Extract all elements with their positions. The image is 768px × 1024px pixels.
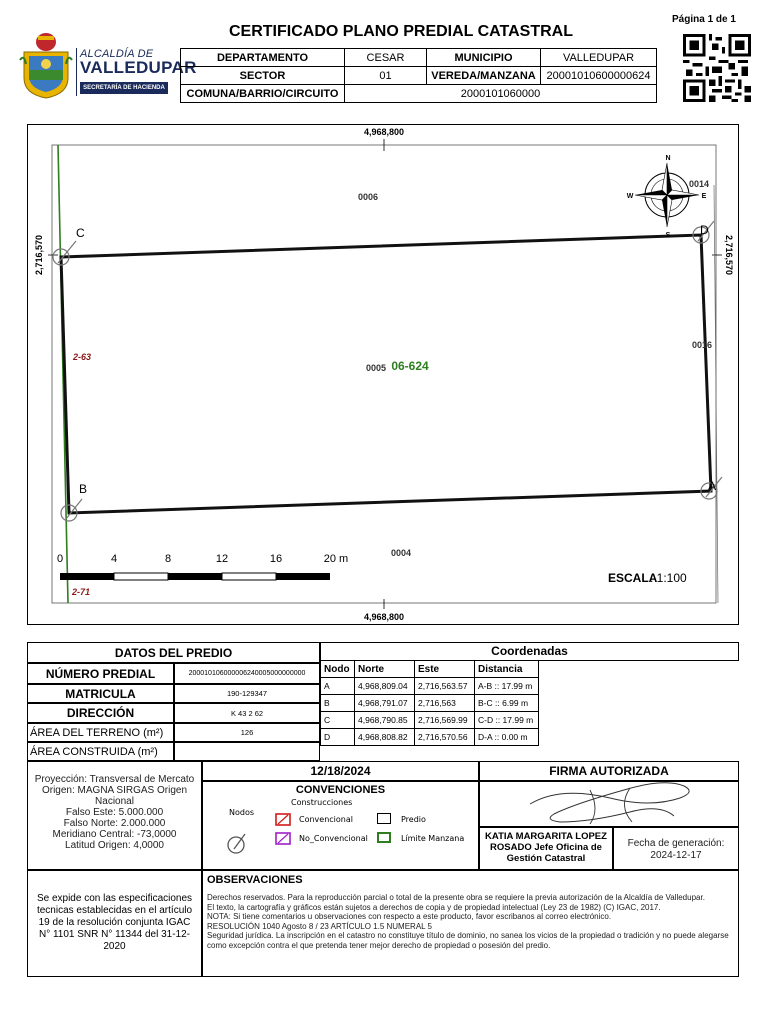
coord-header-distancia: Distancia	[475, 661, 539, 678]
matricula-value: 190-129347	[174, 684, 320, 703]
expide-text: Se expide con las especificaciones tecnicas establecidas en el artículo 19 de la resolución conjunta IGAC N° 1101 SNR N° 11344 del 31-12-2020	[27, 870, 202, 977]
coord-cell: 4,968,808.82	[355, 729, 415, 746]
numero-predial-value: 200010106000006240005000000000	[174, 663, 320, 684]
sector-label: SECTOR	[181, 67, 345, 85]
compass-w-label: W	[626, 193, 634, 200]
qr-code-icon	[683, 34, 751, 102]
no-convencional-label: No_Convencional	[299, 834, 368, 843]
area-terreno-label: ÁREA DEL TERRENO (m²)	[27, 723, 174, 742]
scale-label: ESCALA	[608, 571, 658, 585]
firma-nombre: KATIA MARGARITA LOPEZ ROSADO Jefe Oficina de Gestión Catastral	[479, 827, 613, 870]
coord-cell: 2,716,569.99	[415, 712, 475, 729]
node-symbol-icon	[225, 830, 249, 856]
proyeccion-line: Falso Este: 5.000.000	[65, 807, 164, 818]
red-label-lower: 2-71	[71, 587, 91, 597]
vereda-label: VEREDA/MANZANA	[427, 67, 541, 85]
coord-cell: D-A :: 0.00 m	[475, 729, 539, 746]
neighbor-east-code: 0016	[691, 340, 713, 350]
signature-image	[480, 782, 738, 826]
direccion-value: K 43 2 62	[174, 703, 320, 723]
neighbor-south-code: 0004	[390, 548, 412, 558]
vertex-node-b-icon	[61, 499, 82, 521]
convencional-swatch-icon	[275, 813, 291, 826]
scale-tick-16: 16	[269, 553, 283, 565]
coord-cell: A	[321, 678, 355, 695]
limite-manzana-swatch-icon	[377, 832, 391, 843]
firma-title: FIRMA AUTORIZADA	[479, 761, 739, 781]
map-coord-bottom: 4,968,800	[363, 612, 405, 622]
proyeccion-line: Meridiano Central: -73,0000	[52, 829, 177, 840]
parcel-polygon	[61, 235, 711, 513]
scale-tick-8: 8	[164, 553, 172, 565]
parcel-id: 06-624	[391, 359, 429, 373]
map-frame	[27, 124, 739, 625]
coord-cell: B	[321, 695, 355, 712]
map-coord-right: 2,716,570	[724, 234, 734, 276]
scale-tick-4: 4	[110, 553, 118, 565]
signature-area	[479, 781, 739, 827]
fecha-generacion-block	[613, 827, 739, 870]
vertex-label-a: A	[708, 479, 717, 493]
departamento-value: CESAR	[345, 49, 427, 67]
compass-e-label: E	[701, 193, 707, 200]
compass-rose-icon	[635, 163, 699, 227]
coord-cell: C-D :: 17.99 m	[475, 712, 539, 729]
coord-cell: C	[321, 712, 355, 729]
coat-of-arms-icon	[18, 30, 74, 100]
area-construida-label: ÁREA CONSTRUIDA (m²)	[27, 742, 174, 761]
coord-header-nodo: Nodo	[321, 661, 355, 678]
coord-header-este: Este	[415, 661, 475, 678]
scale-tick-0: 0	[56, 553, 64, 565]
comuna-value: 2000101060000	[345, 85, 657, 103]
direccion-label: DIRECCIÓN	[27, 703, 174, 723]
departamento-label: DEPARTAMENTO	[181, 49, 345, 67]
matricula-label: MATRICULA	[27, 684, 174, 703]
vereda-value: 20001010600000624	[541, 67, 657, 85]
municipio-value: VALLEDUPAR	[541, 49, 657, 67]
predio-swatch-icon	[377, 813, 391, 824]
coord-header-norte: Norte	[355, 661, 415, 678]
header-info-table	[180, 48, 657, 103]
scale-tick-20: 20 m	[323, 553, 349, 565]
fecha-generacion-value: 2024-12-17	[650, 850, 702, 861]
table-row	[321, 695, 539, 712]
coord-cell: 4,968,809.04	[355, 678, 415, 695]
municipio-label: MUNICIPIO	[427, 49, 541, 67]
table-row	[321, 729, 539, 746]
no-convencional-swatch-icon	[275, 832, 291, 845]
coordinates-table	[320, 660, 539, 746]
proyeccion-line: Proyección: Transversal de Mercato	[34, 774, 195, 785]
coord-cell: 2,716,570.56	[415, 729, 475, 746]
block-boundary-line	[58, 145, 68, 603]
vertex-node-c-icon	[53, 241, 76, 265]
coord-cell: 2,716,563.57	[415, 678, 475, 695]
logo-alcaldia-text: ALCALDÍA DE	[80, 48, 154, 60]
nodos-label: Nodos	[229, 808, 255, 817]
scale-value: : 1:100	[650, 571, 687, 585]
red-label-upper: 2-63	[72, 352, 92, 362]
compass-n-label: N	[665, 155, 671, 162]
map-inner-border	[52, 145, 716, 603]
neighbor-north-code: 0006	[357, 192, 379, 202]
convencional-label: Convencional	[299, 815, 353, 824]
coord-cell: B-C :: 6.99 m	[475, 695, 539, 712]
vertex-label-d: D	[700, 223, 709, 237]
logo-city-text: VALLEDUPAR	[80, 58, 197, 77]
comuna-label: COMUNA/BARRIO/CIRCUITO	[181, 85, 345, 103]
proyeccion-line: Falso Norte: 2.000.000	[63, 818, 166, 829]
proyeccion-line: Latitud Origen: 4,0000	[65, 840, 164, 851]
limite-manzana-label: Límite Manzana	[401, 834, 465, 843]
compass-s-label: S	[665, 232, 671, 239]
observaciones-line: Seguridad jurídica. La inscripción en el catastro no constituye título de dominio, no sanea los vicios de la propiedad o tradición y no puede alegarse como excepción contra el que pretenda tener mejor derecho de propiedad o posesión del predio.	[207, 931, 729, 950]
convenciones-title: CONVENCIONES	[295, 784, 386, 796]
observaciones-line: RESOLUCIÓN 1040 Agosto 8 / 23 ARTÍCULO 1.5 NUMERAL 5	[207, 921, 432, 931]
fecha-value: 12/18/2024	[202, 761, 479, 781]
table-row	[321, 712, 539, 729]
coord-cell: D	[321, 729, 355, 746]
map-coord-left: 2,716,570	[34, 234, 44, 276]
observaciones-line: Derechos reservados. Para la reproducción parcial o total de la presente obra se requiere la previa autorización de la Alcaldía de Valledupar.	[207, 893, 705, 902]
coord-cell: 4,968,790.85	[355, 712, 415, 729]
construcciones-label: Construcciones	[291, 798, 353, 807]
proyeccion-line: Nacional	[95, 796, 134, 807]
vertex-label-c: C	[76, 226, 85, 240]
map-coord-top: 4,968,800	[363, 127, 405, 137]
table-row	[321, 678, 539, 695]
datos-title: DATOS DEL PREDIO	[27, 642, 320, 663]
neighbor-northeast-code: 0014	[688, 179, 710, 189]
logo-secretaria-text: SECRETARÍA DE HACIENDA	[80, 82, 168, 94]
observaciones-line: El texto, la cartografía y gráficos están sujetos a derechos de copia y de propiedad intelectual (Ley 23 de 1982) (C) IGAC, 2017.	[207, 902, 661, 912]
convenciones-block	[202, 781, 479, 870]
page-number: Página 1 de 1	[672, 14, 736, 25]
observaciones-title: OBSERVACIONES	[207, 874, 303, 886]
observaciones-line: NOTA: Si tiene comentarios u observaciones con respecto a este producto, favor escribanos al correo electrónico.	[207, 912, 612, 922]
predio-label: Predio	[401, 815, 426, 824]
coordenadas-title: Coordenadas	[320, 642, 739, 661]
numero-predial-label: NÚMERO PREDIAL	[27, 663, 174, 684]
observaciones-block	[202, 870, 739, 977]
area-terreno-value: 126	[174, 723, 320, 742]
scale-bar	[60, 573, 330, 580]
fecha-generacion-label: Fecha de generación:	[627, 838, 725, 849]
document-title: CERTIFICADO PLANO PREDIAL CATASTRAL	[229, 23, 573, 40]
scale-tick-12: 12	[215, 553, 229, 565]
alcaldia-logo	[18, 26, 197, 102]
coord-cell: 2,716,563	[415, 695, 475, 712]
coord-cell: A-B :: 17.99 m	[475, 678, 539, 695]
sector-value: 01	[345, 67, 427, 85]
coord-cell: 4,968,791.07	[355, 695, 415, 712]
proyeccion-line: Origen: MAGNA SIRGAS Origen	[41, 785, 188, 796]
proyeccion-block	[27, 761, 202, 870]
cadastral-map	[28, 125, 740, 626]
vertex-label-b: B	[79, 482, 88, 496]
area-construida-value	[174, 742, 320, 761]
parcel-code: 0005	[365, 363, 387, 373]
